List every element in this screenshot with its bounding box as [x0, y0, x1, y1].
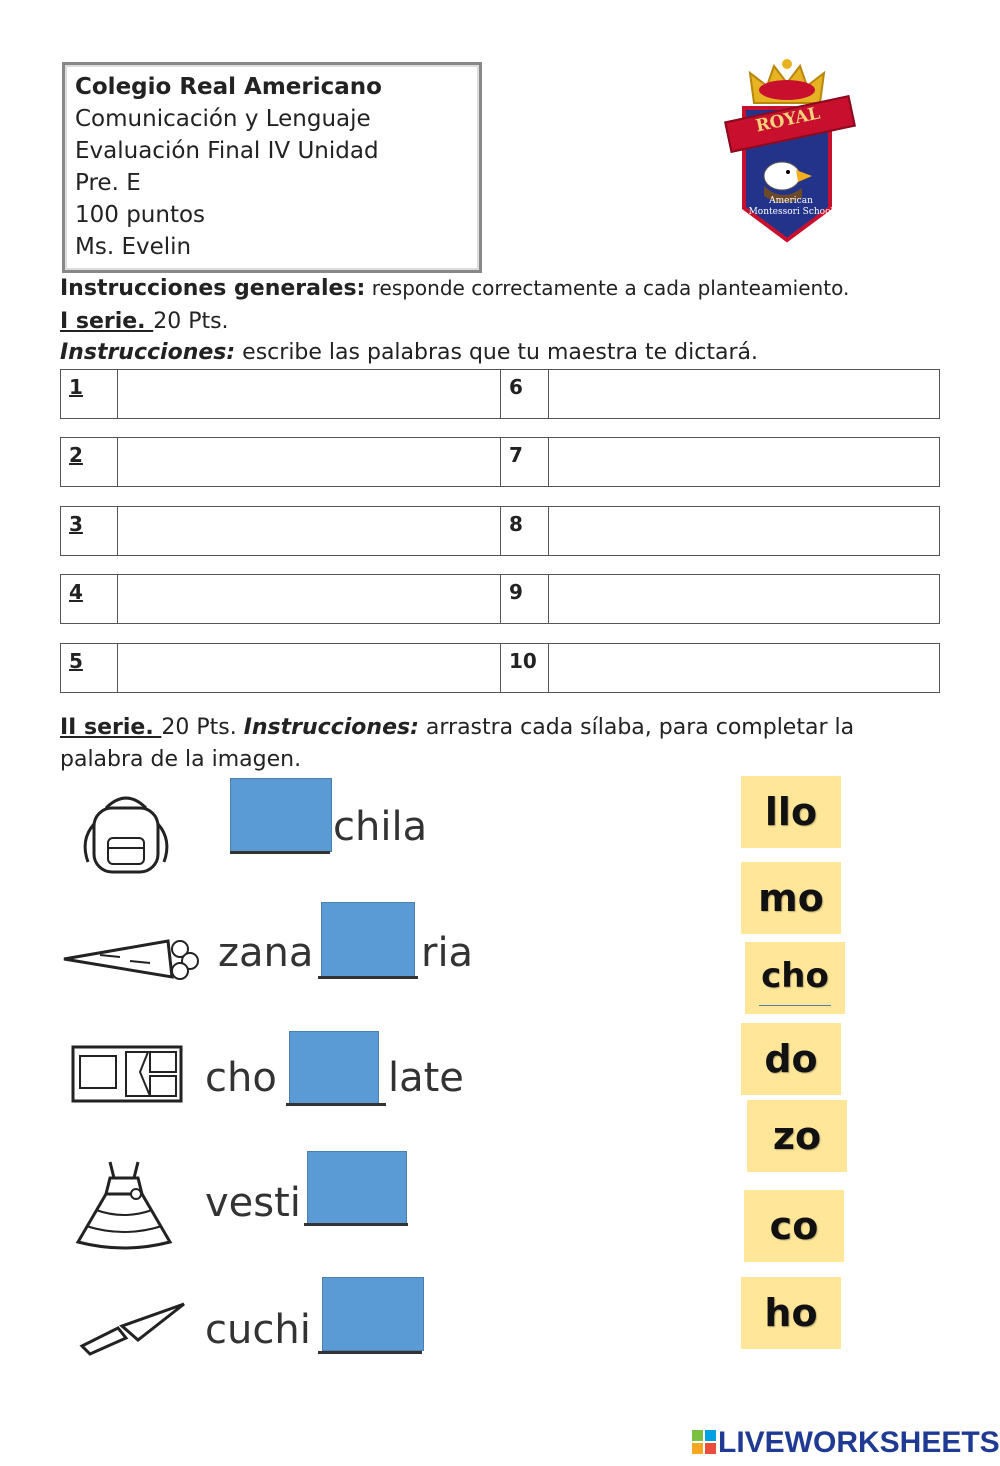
header-box — [62, 62, 482, 273]
row-number: 8 — [509, 512, 523, 536]
drop-zone[interactable] — [230, 778, 332, 852]
syllable-tile[interactable]: mo — [741, 862, 841, 934]
series1-points: 20 Pts. — [153, 309, 229, 334]
series2-heading — [60, 715, 854, 740]
knife-icon — [78, 1300, 188, 1356]
blank-line — [286, 1103, 386, 1106]
general-instructions-text: responde correctamente a cada planteamiento. — [365, 276, 850, 300]
teacher: Ms. Evelin — [75, 234, 192, 260]
dictation-row — [60, 369, 940, 419]
row-number: 10 — [509, 649, 537, 673]
series2-instr-label: Instrucciones: — [243, 715, 419, 740]
dictation-row — [60, 574, 940, 624]
answer-field[interactable] — [118, 575, 501, 623]
general-instructions-label: Instrucciones generales: — [60, 276, 366, 301]
word-after: ria — [421, 930, 474, 976]
row-number: 6 — [509, 375, 523, 399]
series1-instructions — [60, 340, 758, 365]
answer-field[interactable] — [549, 370, 941, 418]
school-logo — [722, 58, 852, 246]
chocolate-icon — [70, 1044, 185, 1104]
points-total: 100 puntos — [75, 202, 206, 228]
row-number: 9 — [509, 580, 523, 604]
series1-heading — [60, 309, 229, 334]
logo-line1: American — [769, 196, 813, 206]
answer-field[interactable] — [549, 644, 941, 692]
general-instructions — [60, 276, 849, 301]
row-number: 1 — [69, 375, 83, 399]
footer-brand[interactable]: LIVEWORKSHEETS — [718, 1426, 1000, 1459]
answer-field[interactable] — [549, 438, 941, 486]
series1-instr-text: escribe las palabras que tu maestra te dictará. — [235, 340, 758, 365]
school-name: Colegio Real Americano — [75, 74, 382, 100]
syllable-tile[interactable]: do — [741, 1023, 841, 1095]
word-before: zana — [218, 930, 314, 976]
syllable-tile[interactable]: zo — [747, 1100, 847, 1172]
answer-field[interactable] — [118, 507, 501, 555]
answer-field[interactable] — [118, 438, 501, 486]
row-number: 3 — [69, 512, 83, 536]
word-before: cho — [205, 1055, 277, 1101]
backpack-icon — [76, 790, 176, 876]
dictation-row — [60, 643, 940, 693]
word-before: vesti — [205, 1180, 301, 1226]
answer-field[interactable] — [549, 507, 941, 555]
series2-points: 20 Pts. — [161, 715, 244, 740]
exam-title: Evaluación Final IV Unidad — [75, 138, 379, 164]
blank-line — [318, 1351, 422, 1354]
syllable-tile[interactable]: co — [744, 1190, 844, 1262]
blank-line — [230, 851, 330, 854]
answer-field[interactable] — [118, 644, 501, 692]
series2-title: II serie. — [60, 715, 162, 740]
drop-zone[interactable] — [321, 902, 415, 978]
carrot-icon — [60, 935, 210, 985]
blank-line — [318, 976, 418, 979]
answer-field[interactable] — [118, 370, 501, 418]
row-number: 5 — [69, 649, 83, 673]
drop-zone[interactable] — [322, 1277, 424, 1351]
dress-icon — [70, 1158, 178, 1250]
word-after: late — [388, 1055, 464, 1101]
logo-banner-text: ROYAL — [754, 103, 822, 137]
liveworksheets-logo-icon — [692, 1430, 716, 1454]
word-before: cuchi — [205, 1307, 311, 1353]
blank-line — [304, 1223, 408, 1226]
word-after: chila — [333, 804, 428, 850]
drop-zone[interactable] — [307, 1151, 407, 1225]
row-number: 4 — [69, 580, 83, 604]
logo-line2: Montessori School — [748, 207, 834, 217]
series2-instr-line2: palabra de la imagen. — [60, 747, 302, 772]
dictation-row — [60, 506, 940, 556]
syllable-tile[interactable]: cho — [745, 942, 845, 1014]
grade: Pre. E — [75, 170, 141, 196]
row-number: 2 — [69, 443, 83, 467]
dictation-row — [60, 437, 940, 487]
syllable-tile[interactable]: llo — [741, 776, 841, 848]
series1-title: I serie. — [60, 309, 154, 334]
subject: Comunicación y Lenguaje — [75, 106, 371, 132]
series1-instr-label: Instrucciones: — [60, 340, 236, 365]
tile-underline — [759, 1005, 831, 1006]
row-number: 7 — [509, 443, 523, 467]
answer-field[interactable] — [549, 575, 941, 623]
drop-zone[interactable] — [289, 1031, 379, 1105]
syllable-tile[interactable]: ho — [741, 1277, 841, 1349]
series2-instr-text: arrastra cada sílaba, para completar la — [418, 715, 855, 740]
